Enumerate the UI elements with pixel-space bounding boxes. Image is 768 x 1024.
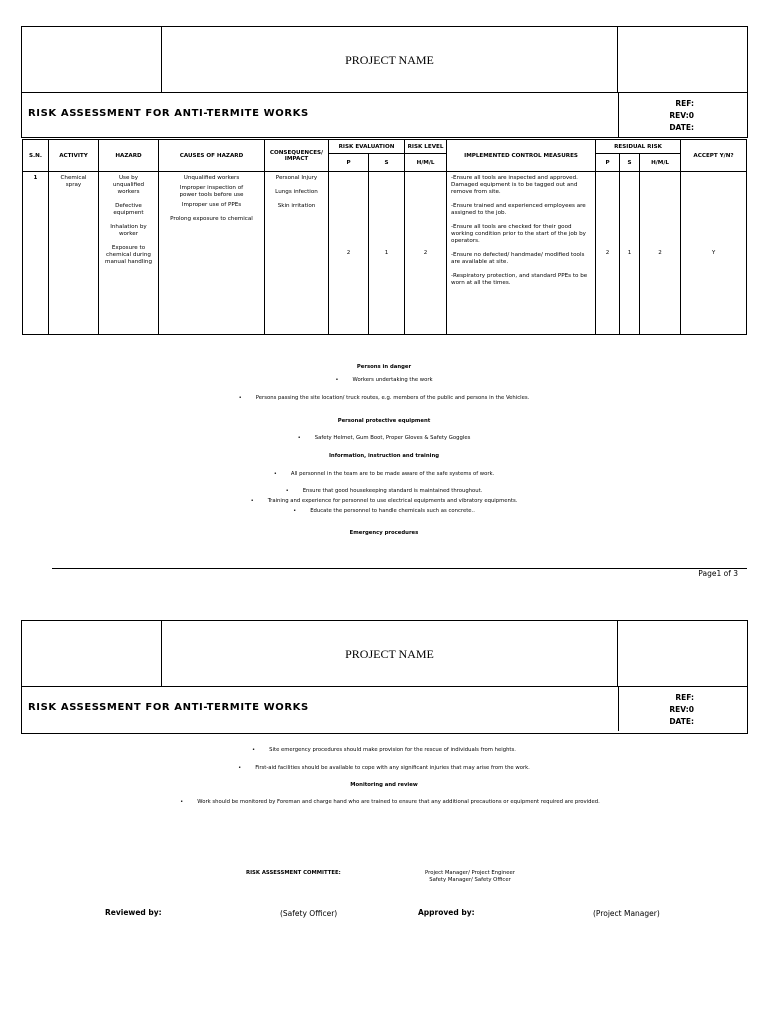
bullet-text: • Persons passing the site location/ truck routes, e.g. members of the public and persons in the Vehicles. [239, 395, 530, 401]
header-hazard: HAZARD [99, 140, 159, 172]
bullet-text: • Training and experience for personnel to use electrical equipments and vibratory equipments. [251, 498, 518, 504]
approved-by-role: (Project Manager) [593, 909, 660, 918]
bullet-text: • Workers undertaking the work [335, 377, 432, 383]
bullet-text: • Educate the personnel to handle chemicals such as concrete.. [293, 508, 475, 514]
page1-header [21, 26, 748, 138]
control-measure: -Ensure no defected/ handmade/ modified tools are available at site. [451, 252, 585, 265]
rev-label: REV:0 [669, 705, 694, 714]
header-title-row [22, 687, 747, 731]
approved-by-label: Approved by: [418, 908, 475, 917]
reviewed-by-role: (Safety Officer) [280, 909, 338, 918]
project-name: PROJECT NAME [162, 621, 618, 687]
cell-risk-p: 2 [329, 172, 369, 335]
header-activity: ACTIVITY [49, 140, 99, 172]
cell-residual-s: 1 [620, 172, 640, 335]
header-top-row [22, 27, 747, 93]
info-item [22, 488, 746, 495]
header-causes: CAUSES OF HAZARD [159, 140, 265, 172]
logo-box [22, 621, 162, 687]
cause-item: Unqualified workers [183, 175, 240, 181]
ref-label: REF: [675, 693, 694, 702]
emergency-item [22, 747, 746, 754]
cell-hazard [99, 172, 159, 335]
committee-member: Safety Manager/ Safety Officer [429, 877, 511, 883]
info-heading: Information, instruction and training [328, 453, 440, 459]
header-risk-level: RISK LEVEL [405, 140, 447, 154]
consequence-item: Personal Injury [275, 175, 318, 181]
info-item [22, 471, 746, 478]
header-residual-p: P [596, 154, 620, 172]
cell-risk-level: 2 [405, 172, 447, 335]
bullet-text: • All personnel in the team are to be made aware of the safe systems of work. [274, 471, 495, 477]
ref-box [618, 687, 747, 731]
header-control-measures: IMPLEMENTED CONTROL MEASURES [447, 140, 596, 172]
header-residual-s: S [620, 154, 640, 172]
document-title: RISK ASSESSMENT FOR ANTI-TERMITE WORKS [28, 108, 309, 119]
bullet-text: • Ensure that good housekeeping standard is maintained throughout. [286, 488, 483, 494]
monitoring-heading: Monitoring and review [350, 782, 418, 788]
persons-item [22, 377, 746, 384]
page2-header [21, 620, 748, 734]
emergency-item [22, 765, 746, 772]
cell-activity [49, 172, 99, 335]
header-risk-p: P [329, 154, 369, 172]
header-accept: ACCEPT Y/N? [681, 140, 747, 172]
bullet-text: • First-aid facilities should be available to cope with any significant injuries that may arise from the work. [238, 765, 530, 771]
header-top-row [22, 621, 747, 687]
ref-label: REF: [675, 99, 694, 108]
cell-residual-p: 2 [596, 172, 620, 335]
hazard-item: Inhalation by worker [110, 224, 147, 237]
project-name: PROJECT NAME [162, 27, 618, 93]
control-measure: -Respiratory protection, and standard PPEs to be worn at all the times. [451, 273, 588, 286]
header-residual-hml: H/M/L [640, 154, 681, 172]
hazard-item: Exposure to chemical during manual handling [105, 245, 153, 265]
cell-control-measures [447, 172, 596, 335]
cell-sn: 1 [23, 172, 49, 335]
consequence-item: Skin irritation [277, 203, 316, 209]
info-item [22, 498, 746, 505]
rev-label: REV:0 [669, 111, 694, 120]
emergency-heading: Emergency procedures [349, 530, 419, 536]
control-measure: -Ensure all tools are checked for their good working condition prior to the start of the job by operators. [451, 224, 586, 244]
cell-consequences [265, 172, 329, 335]
document-title: RISK ASSESSMENT FOR ANTI-TERMITE WORKS [28, 702, 309, 713]
risk-table [22, 139, 747, 335]
cell-risk-s: 1 [369, 172, 405, 335]
header-risk-hml: H/M/L [405, 154, 447, 172]
cell-causes [159, 172, 265, 335]
cell-accept: Y [681, 172, 747, 335]
committee-member: Project Manager/ Project Engineer [425, 870, 515, 876]
cause-item: Improper inspection of power tools before use [179, 185, 244, 198]
ref-box [618, 93, 747, 137]
header-sn: S.N. [23, 140, 49, 172]
consequence-item: Lungs infection [275, 189, 318, 195]
bullet-text: • Safety Helmet, Gum Boot, Proper Gloves & Safety Goggles [298, 435, 471, 441]
hazard-item: Use by unqualified workers [112, 175, 145, 195]
cause-item: Improper use of PPEs [181, 202, 242, 208]
logo-box [22, 27, 162, 93]
info-item [22, 508, 746, 515]
activity-text: Chemical spray [60, 175, 87, 188]
cell-residual-hml: 2 [640, 172, 681, 335]
ppe-heading: Personal protective equipment [337, 418, 431, 424]
persons-heading: Persons in danger [356, 364, 412, 370]
cause-item: Prolong exposure to chemical [170, 216, 253, 222]
monitoring-item [170, 799, 610, 806]
header-risk-s: S [369, 154, 405, 172]
control-measure: -Ensure trained and experienced employees are assigned to the job. [451, 203, 586, 216]
ppe-item [22, 435, 746, 442]
bullet-text: • Site emergency procedures should make provision for the rescue of individuals from heights. [252, 747, 516, 753]
page-number: Page1 of 3 [698, 569, 738, 578]
header-residual-risk: RESIDUAL RISK [596, 140, 681, 154]
reviewed-by-label: Reviewed by: [105, 908, 162, 917]
table-row [23, 172, 747, 335]
date-label: DATE: [669, 123, 694, 132]
hazard-item: Defective equipment [113, 203, 144, 216]
header-consequences: CONSEQUENCES/ IMPACT [265, 140, 329, 172]
header-risk-evaluation: RISK EVALUATION [329, 140, 405, 154]
committee-label: RISK ASSESSMENT COMMITTEE: [246, 870, 341, 876]
date-label: DATE: [669, 717, 694, 726]
control-measure: -Ensure all tools are inspected and approved. Damaged equipment is to be tagged out and remove from site. [451, 175, 578, 195]
bullet-text: • Work should be monitored by Foreman and charge hand who are trained to ensure that any additional precautions or equipment required are provided. [180, 799, 600, 805]
persons-item [22, 395, 746, 402]
header-title-row [22, 93, 747, 137]
